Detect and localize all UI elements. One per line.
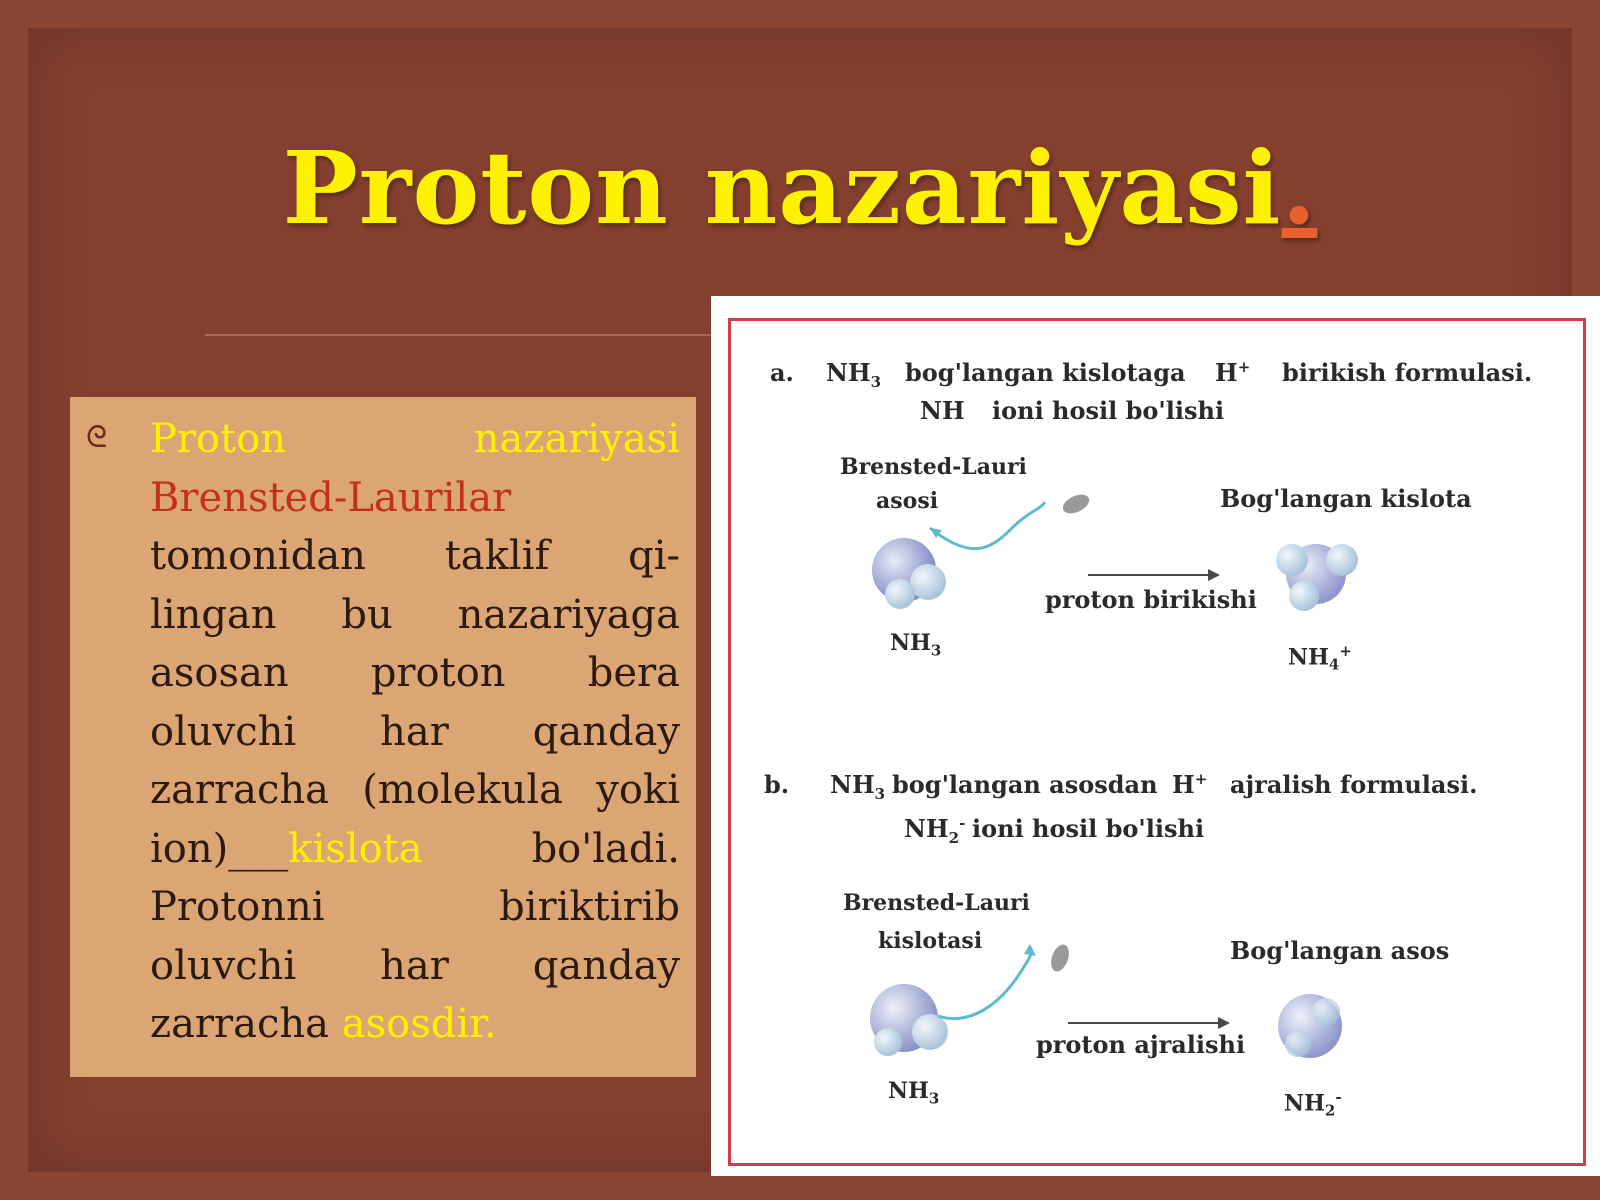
section-b-line2-nh2: $NH_2^-$ (904, 814, 966, 847)
section-a-line2-nh: NH (920, 396, 965, 425)
section-a-letter: a. (770, 358, 794, 387)
reaction-arrow-a (1088, 574, 1218, 576)
section-b-letter: b. (764, 770, 790, 799)
slide-title: Proton nazariyasi. (282, 129, 1318, 247)
proton-icon (1060, 491, 1092, 517)
section-b-right-label: Bog'langan asos (1230, 936, 1450, 965)
section-b-left-label-1: Brensted-Lauri (843, 890, 1030, 916)
section-a-line2-text: ioni hosil bo'lishi (992, 396, 1225, 425)
section-a-h: H+ (1215, 358, 1251, 387)
section-a-nh3: $NH_3$ (826, 358, 882, 391)
amide-molecule (1268, 986, 1358, 1066)
section-b-arrow-label: proton ajralishi (1036, 1030, 1246, 1059)
section-a-right-label: Bog'langan kislota (1220, 484, 1472, 513)
section-a-text1: bog'langan kislotaga (905, 358, 1186, 387)
section-a-right-formula: $NH_4^+$ (1288, 642, 1352, 674)
section-b-left-formula: $NH_3$ (888, 1078, 940, 1108)
curly-bullet-icon: ᘓ (86, 420, 108, 455)
section-b-nh3: $NH_3$ (830, 770, 886, 803)
section-b-left-label-2: kislotasi (878, 928, 983, 954)
proton-release-path (938, 950, 1031, 1019)
body-paragraph: Proton nazariyasi Brensted-Laurilar tomonidan taklif qi- lingan bu nazariyaga asosan proton bera oluvchi har qanday zarracha (molekula yoki ion)___kislota bo'ladi. Protonni biriktirib oluvchi har qanday zarracha asosdir. (150, 416, 681, 1047)
title-divider (205, 334, 715, 336)
proton-icon (1048, 942, 1073, 974)
section-b-right-formula: $NH_2^-$ (1284, 1088, 1342, 1120)
reaction-arrow-b (1068, 1022, 1228, 1024)
section-b-line2-text: ioni hosil bo'lishi (972, 814, 1205, 843)
section-b-text2: ajralish formulasi. (1230, 770, 1478, 799)
section-b-h: H+ (1172, 770, 1208, 799)
section-a-left-label-2: asosi (876, 488, 939, 514)
section-a-text2: birikish formulasi. (1282, 358, 1533, 387)
ammonium-molecule (1266, 530, 1376, 620)
section-a-left-label-1: Brensted-Lauri (840, 454, 1027, 480)
proton-transfer-path (930, 502, 1045, 549)
section-a-arrow-label: proton birikishi (1045, 585, 1257, 614)
section-a-left-formula: $NH_3$ (890, 630, 942, 660)
section-b-text1: bog'langan asosdan (892, 770, 1158, 799)
